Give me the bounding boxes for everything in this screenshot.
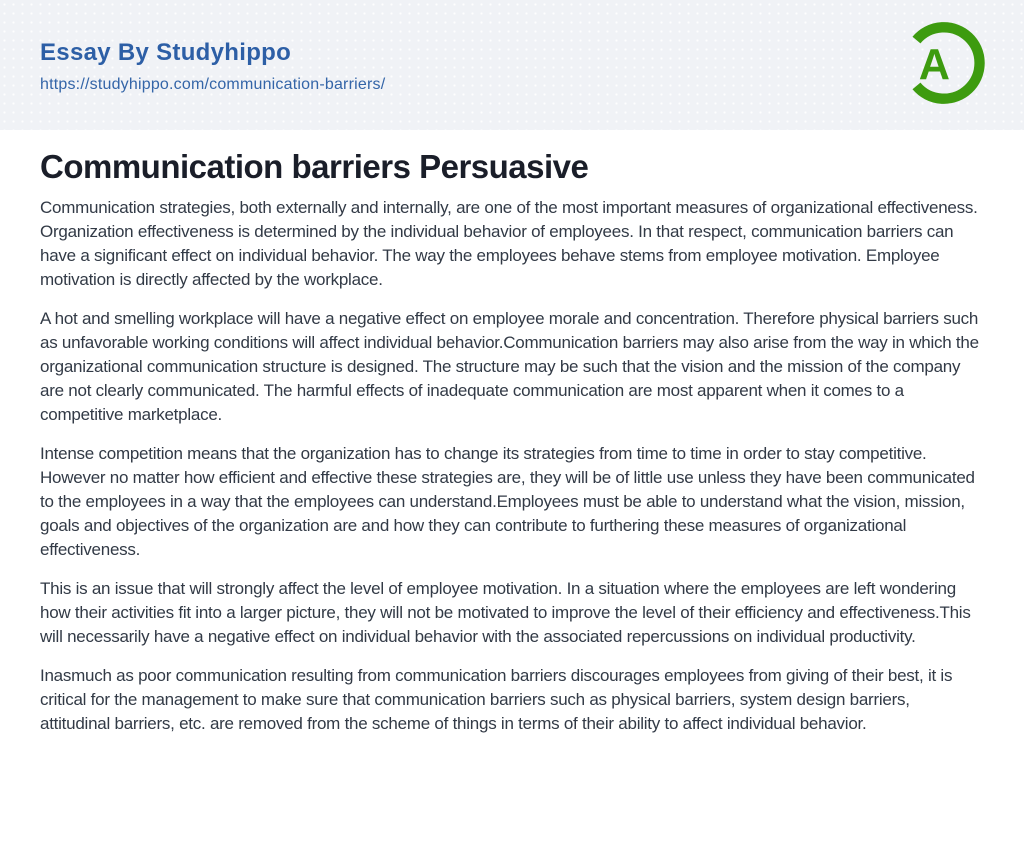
essay-content [0, 130, 1024, 736]
page-title: Communication barriers Persuasive [40, 148, 589, 185]
essay-paragraph-1: Communication strategies, both externally and internally, are one of the most important measures of organizational effectiveness. Organization effectiveness is determined by the individual behavior of employees. In that respect, communication barriers can have a significant effect on individual behavior. The way the employees behave stems from employee motivation. Employee motivation is directly affected by the workplace. [40, 198, 978, 289]
page-url-link[interactable]: https://studyhippo.com/communication-barriers/ [40, 76, 386, 93]
essay-paragraph-3: Intense competition means that the organization has to change its strategies from time to time in order to stay competitive. However no matter how efficient and effective these strategies are, they will be of little use unless they have been communicated to the employees in a way that the employees can understand.Employees must be able to understand what the vision, mission, goals and objectives of the organization are and how they can contribute to furthering these measures of organizational effectiveness. [40, 444, 975, 559]
studyhippo-logo [894, 16, 988, 110]
site-title: Essay By Studyhippo [40, 39, 292, 66]
logo-arc-icon [894, 16, 988, 110]
essay-paragraph-4: This is an issue that will strongly affect the level of employee motivation. In a situation where the employees are left wondering how their activities fit into a larger picture, they will not be motivated to improve the level of their efficiency and effectiveness.This will necessarily have a negative effect on individual behavior with the associated repercussions on individual productivity. [40, 579, 971, 646]
essay-paragraph-5: Inasmuch as poor communication resulting from communication barriers discourages employees from giving of their best, it is critical for the management to make sure that communication barriers such as physical barriers, system design barriers, attitudinal barriers, etc. are removed from the scheme of things in terms of their ability to affect individual behavior. [40, 666, 953, 733]
logo-letter: A [918, 40, 951, 89]
essay-paragraph-2: A hot and smelling workplace will have a negative effect on employee morale and concentration. Therefore physical barriers such as unfavorable working conditions will affect individual behavior.Communication barriers may also arise from the way in which the organizational communication structure is designed. The structure may be such that the vision and the mission of the company are not clearly communicated. The harmful effects of inadequate communication are most apparent when it comes to a competitive marketplace. [40, 309, 979, 424]
page-header [0, 0, 1024, 130]
